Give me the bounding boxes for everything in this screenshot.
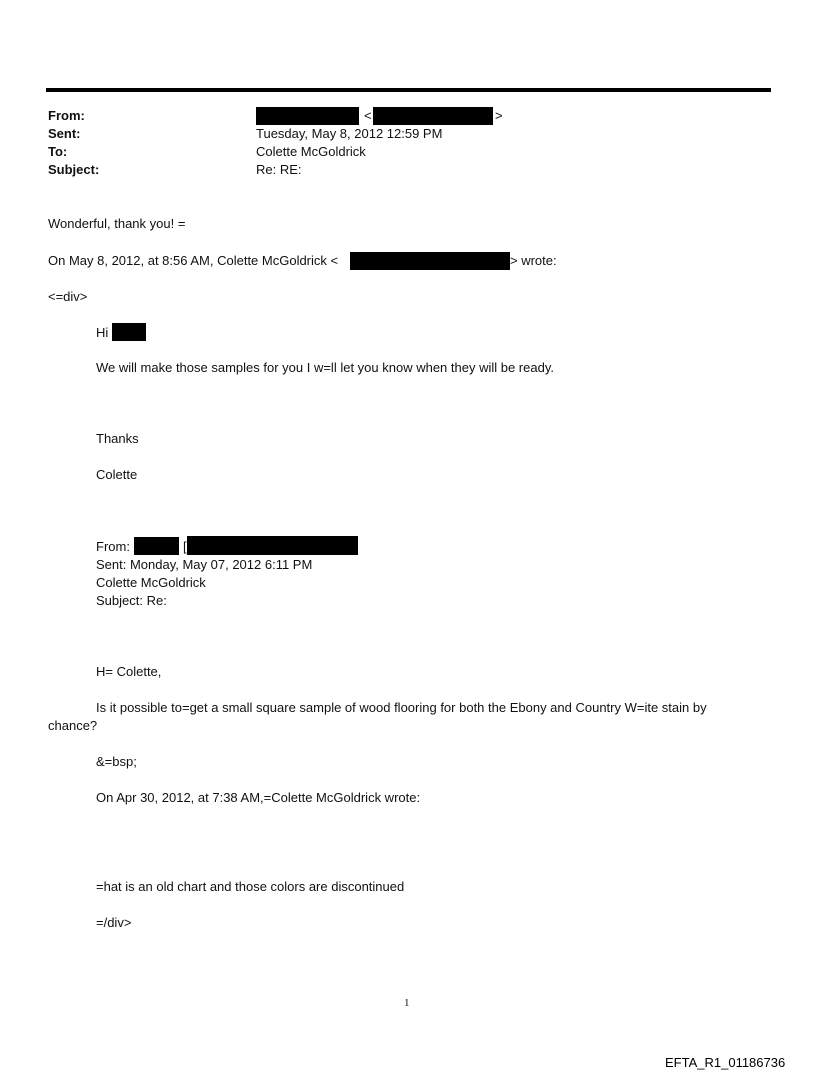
fwd-sent: Sent: Monday, May 07, 2012 6:11 PM (96, 557, 313, 572)
redaction-sender-name (256, 107, 359, 125)
fwd-from-label: From: (96, 539, 130, 554)
redaction-fwd-email (187, 536, 358, 555)
reply-line: Wonderful, thank you! = (48, 216, 186, 231)
from-lt: < (364, 108, 372, 123)
quote-intro-end: > wrote: (510, 253, 557, 268)
header-rule (46, 88, 771, 92)
redaction-recipient-name (112, 323, 146, 341)
question-line-1: Is it possible to=get a small square sample of wood flooring for both the Ebony and Country W=ite stain by (96, 700, 707, 715)
page-number: 1 (404, 997, 410, 1009)
redaction-fwd-name (134, 537, 179, 555)
fwd-greeting: H= Colette, (96, 664, 162, 679)
sent-label: Sent: (48, 126, 81, 141)
nbsp-line: &=bsp; (96, 754, 137, 769)
fwd-to: Colette McGoldrick (96, 575, 206, 590)
div-close-tag: =/div> (96, 915, 132, 930)
question-line-2: chance? (48, 718, 98, 733)
signature-name: Colette (96, 467, 138, 482)
thanks-line: Thanks (96, 431, 139, 446)
fwd-subject: Subject: Re: (96, 593, 167, 608)
hi-greeting: Hi (96, 325, 109, 340)
from-label: From: (48, 108, 85, 123)
from-gt: > (495, 108, 503, 123)
to-value: Colette McGoldrick (256, 144, 366, 159)
sent-value: Tuesday, May 8, 2012 12:59 PM (256, 126, 443, 141)
document-id: EFTA_R1_01186736 (665, 1055, 786, 1070)
subject-value: Re: RE: (256, 162, 302, 177)
subject-label: Subject: (48, 162, 100, 177)
to-label: To: (48, 144, 68, 159)
old-chart-line: =hat is an old chart and those colors are discontinued (96, 879, 405, 894)
redaction-sender-email (373, 107, 493, 125)
div-open-tag: <=div> (48, 289, 88, 304)
fwd-bracket: [ (183, 539, 187, 554)
samples-message: We will make those samples for you I w=ll let you know when they will be ready. (96, 360, 554, 375)
quote-intro-start: On May 8, 2012, at 8:56 AM, Colette McGoldrick < (48, 253, 339, 268)
apr-quote-intro: On Apr 30, 2012, at 7:38 AM,=Colette McGoldrick wrote: (96, 790, 421, 805)
redaction-quote-email (350, 252, 510, 270)
